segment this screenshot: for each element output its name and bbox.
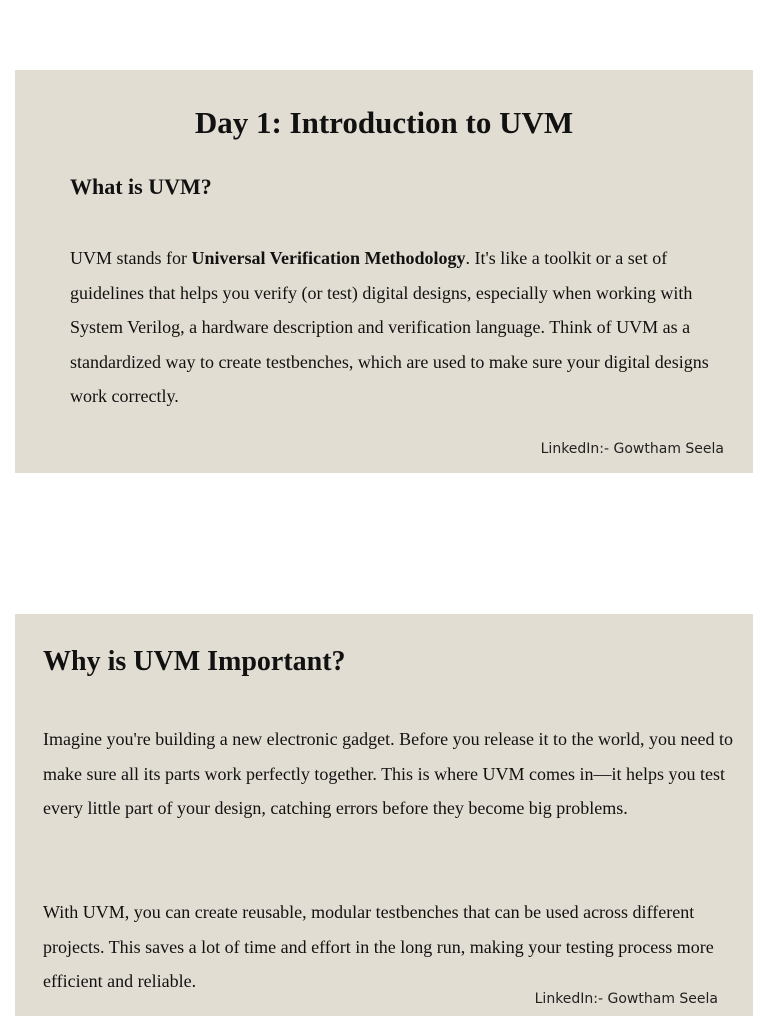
slide1-paragraph-lead: UVM stands for	[70, 248, 192, 268]
slide2-paragraph-1: Imagine you're building a new electronic gadget. Before you release it to the world, you need to make sure all its parts work perfectly together. This is where UVM comes in—it helps you test every little part of your design, catching errors before they become big problems.	[43, 729, 734, 818]
slide2-linkedin-credit: LinkedIn:- Gowtham Seela	[534, 991, 718, 1007]
slide1-paragraph-bold: Universal Verification Methodology	[191, 248, 466, 268]
slide2-title: Why is UVM Important?	[43, 646, 346, 677]
slide1-subtitle: What is UVM?	[70, 174, 212, 199]
slide1-title: Day 1: Introduction to UVM	[194, 105, 574, 140]
slide2-paragraph-2: With UVM, you can create reusable, modular testbenches that can be used across different projects. This saves a lot of time and effort in the long run, making your testing process more efficient and reliable.	[43, 902, 714, 991]
slide1-linkedin-credit: LinkedIn:- Gowtham Seela	[540, 441, 724, 457]
slide1-paragraph	[70, 241, 720, 414]
slide1-paragraph-rest: . It's like a toolkit or a set of guidelines that helps you verify (or test) digital designs, especially when working with System Verilog, a hardware description and verification language. Think of UVM as a standardized way to create testbenches, which are used to make sure your digital designs work correctly.	[70, 248, 709, 406]
